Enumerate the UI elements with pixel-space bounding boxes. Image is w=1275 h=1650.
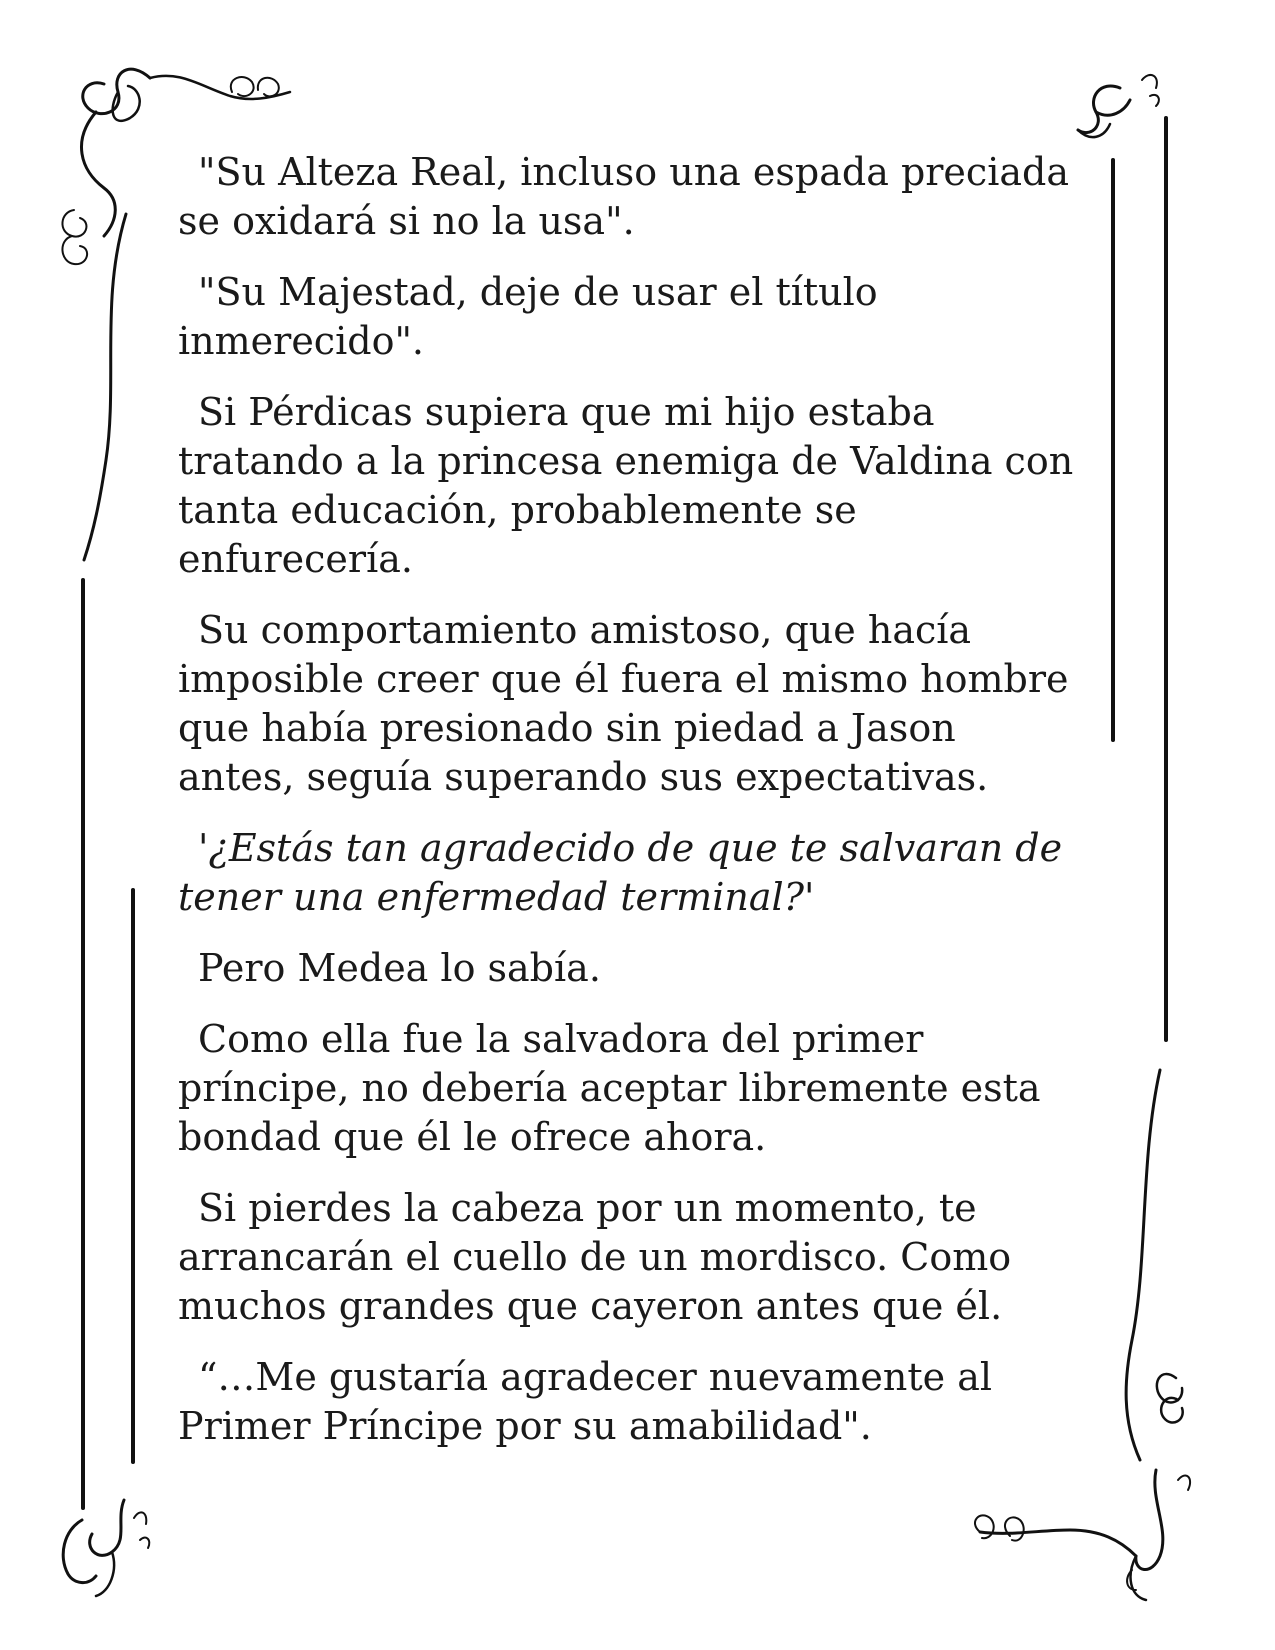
paragraph-9: “…Me gustaría agradecer nuevamente al Primer Príncipe por su amabilidad".	[178, 1355, 993, 1448]
bottom-left-flourish	[63, 1500, 149, 1596]
paragraph-4: Su comportamiento amistoso, que hacía imposible creer que él fuera el mismo hombre que había presionado sin piedad a Jason antes, seguía superando sus expectativas.	[178, 608, 1069, 799]
paragraph-8: Si pierdes la cabeza por un momento, te arrancarán el cuello de un mordisco. Como muchos grandes que cayeron antes que él.	[178, 1186, 1012, 1328]
story-text	[178, 148, 1078, 1473]
top-right-flourish	[1078, 75, 1166, 1040]
paragraph-3: Si Pérdicas supiera que mi hijo estaba tratando a la princesa enemiga de Valdina con tanta educación, probablemente se enfurecería.	[178, 390, 1074, 581]
paragraph-1: "Su Alteza Real, incluso una espada preciada se oxidará si no la usa".	[178, 150, 1069, 243]
paragraph-2: "Su Majestad, deje de usar el título inmerecido".	[178, 270, 878, 363]
paragraph-6: Pero Medea lo sabía.	[198, 946, 601, 990]
paragraph-7: Como ella fue la salvadora del primer príncipe, no debería aceptar libremente esta bondad que él le ofrece ahora.	[178, 1017, 1041, 1159]
paragraph-5-thought: '¿Estás tan agradecido de que te salvaran de tener una enfermedad terminal?'	[178, 826, 1063, 919]
